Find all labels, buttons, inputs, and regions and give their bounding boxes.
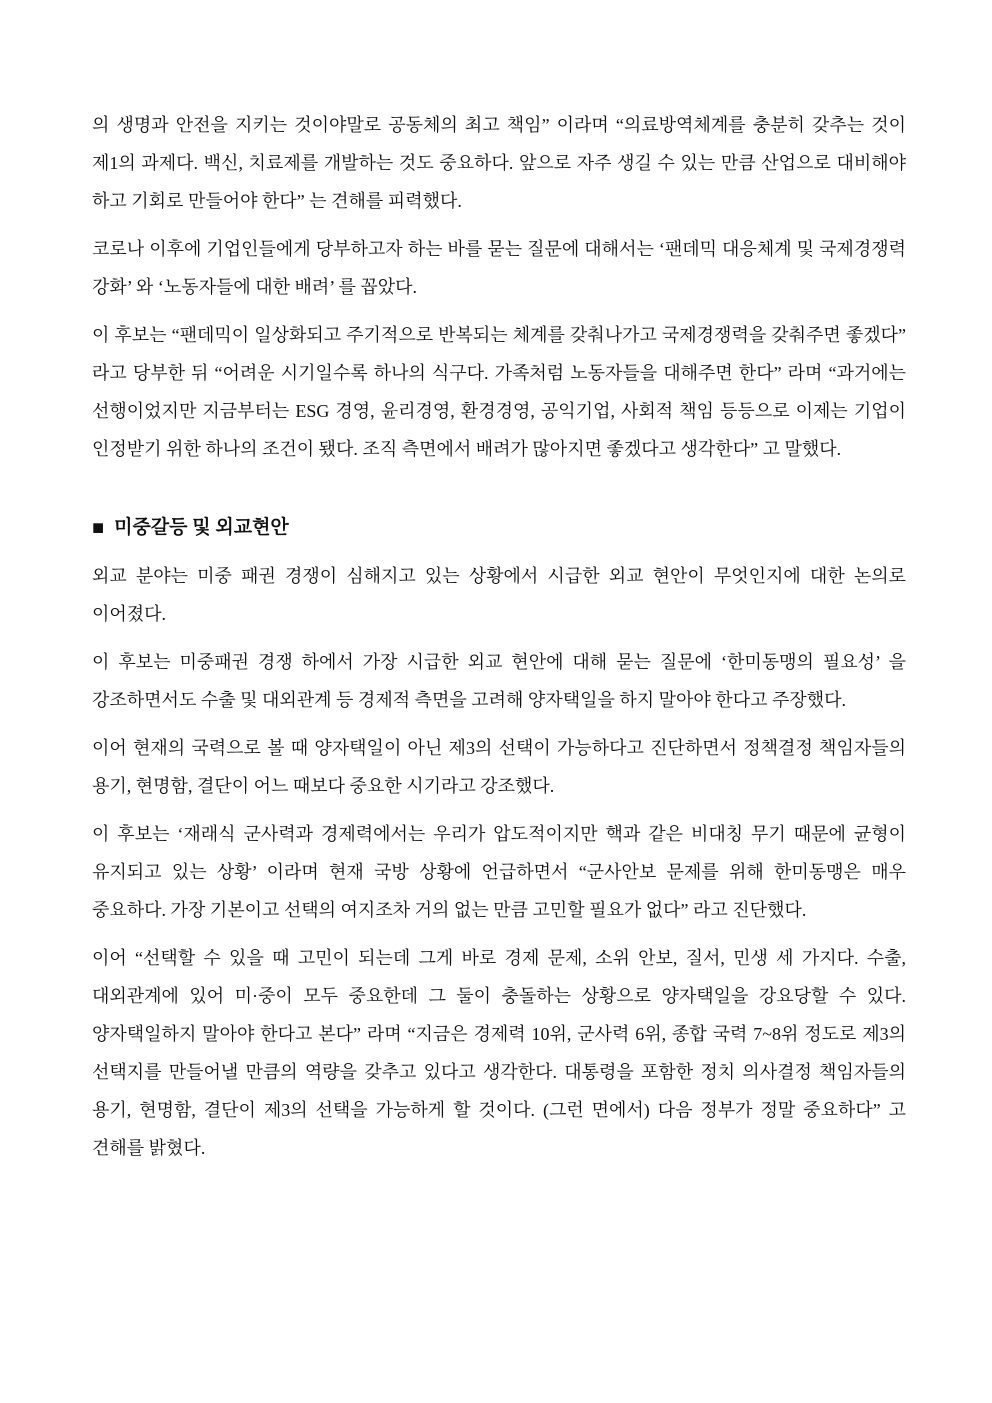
section-title: 미중갈등 및 외교현안: [114, 517, 289, 538]
body-paragraph: 이어 현재의 국력으로 볼 때 양자택일이 아닌 제3의 선택이 가능하다고 진단하면서 정책결정 책임자들의 용기, 현명함, 결단이 어느 때보다 중요한 시기라고 강조했다.: [92, 738, 906, 796]
body-paragraph: 코로나 이후에 기업인들에게 당부하고자 하는 바를 묻는 질문에 대해서는 ‘팬데믹 대응체계 및 국제경쟁력 강화’ 와 ‘노동자들에 대한 배려’ 를 꼽았다.: [92, 239, 906, 297]
square-bullet-icon: ■: [92, 517, 105, 539]
body-paragraph: 이 후보는 미중패권 경쟁 하에서 가장 시급한 외교 현안에 대해 묻는 질문에 ‘한미동맹의 필요성’ 을 강조하면서도 수출 및 대외관계 등 경제적 측면을 고려해 양자택일을 하지 말아야 한다고 주장했다.: [92, 652, 906, 710]
body-paragraph: 이 후보는 ‘재래식 군사력과 경제력에서는 우리가 압도적이지만 핵과 같은 비대칭 무기 때문에 균형이 유지되고 있는 상황’ 이라며 현재 국방 상황에 언급하면서 “군사안보 문제를 위해 한미동맹은 매우 중요하다. 가장 기본이고 선택의 여지조차 거의 없는 만큼 고민할 필요가 없다” 라고 진단했다.: [92, 824, 906, 920]
body-paragraph: 의 생명과 안전을 지키는 것이야말로 공동체의 최고 책임” 이라며 “의료방역체계를 충분히 갖추는 것이 제1의 과제다. 백신, 치료제를 개발하는 것도 중요하다. 앞으로 자주 생길 수 있는 만큼 산업으로 대비해야 하고 기회로 만들어야 한다” 는 견해를 피력했다.: [92, 115, 906, 211]
body-paragraph: 이어 “선택할 수 있을 때 고민이 되는데 그게 바로 경제 문제, 소위 안보, 질서, 민생 세 가지다. 수출, 대외관계에 있어 미·중이 모두 중요한데 그 둘이 충돌하는 상황으로 양자택일을 강요당할 수 있다. 양자택일하지 말아야 한다고 본다” 라며 “지금은 경제력 10위, 군사력 6위, 종합 국력 7~8위 정도로 제3의 선택지를 만들어낼 만큼의 역량을 갖추고 있다고 생각한다. 대통령을 포함한 정치 의사결정 책임자들의 용기, 현명함, 결단이 제3의 선택을 가능하게 할 것이다. (그런 면에서) 다음 정부가 정말 중요하다” 고 견해를 밝혔다.: [92, 948, 906, 1158]
body-paragraph: 이 후보는 “팬데믹이 일상화되고 주기적으로 반복되는 체계를 갖춰나가고 국제경쟁력을 갖춰주면 좋겠다” 라고 당부한 뒤 “어려운 시기일수록 하나의 식구다. 가족처럼 노동자들을 대해주면 한다” 라며 “과거에는 선행이었지만 지금부터는 ESG 경영, 윤리경영, 환경경영, 공익기업, 사회적 책임 등등으로 이제는 기업이 인정받기 위한 하나의 조건이 됐다. 조직 측면에서 배려가 많아지면 좋겠다고 생각한다” 고 말했다.: [92, 325, 906, 459]
section-header: [92, 508, 906, 547]
body-paragraph: 외교 분야는 미중 패권 경쟁이 심해지고 있는 상황에서 시급한 외교 현안이 무엇인지에 대한 논의로 이어졌다.: [92, 566, 906, 624]
